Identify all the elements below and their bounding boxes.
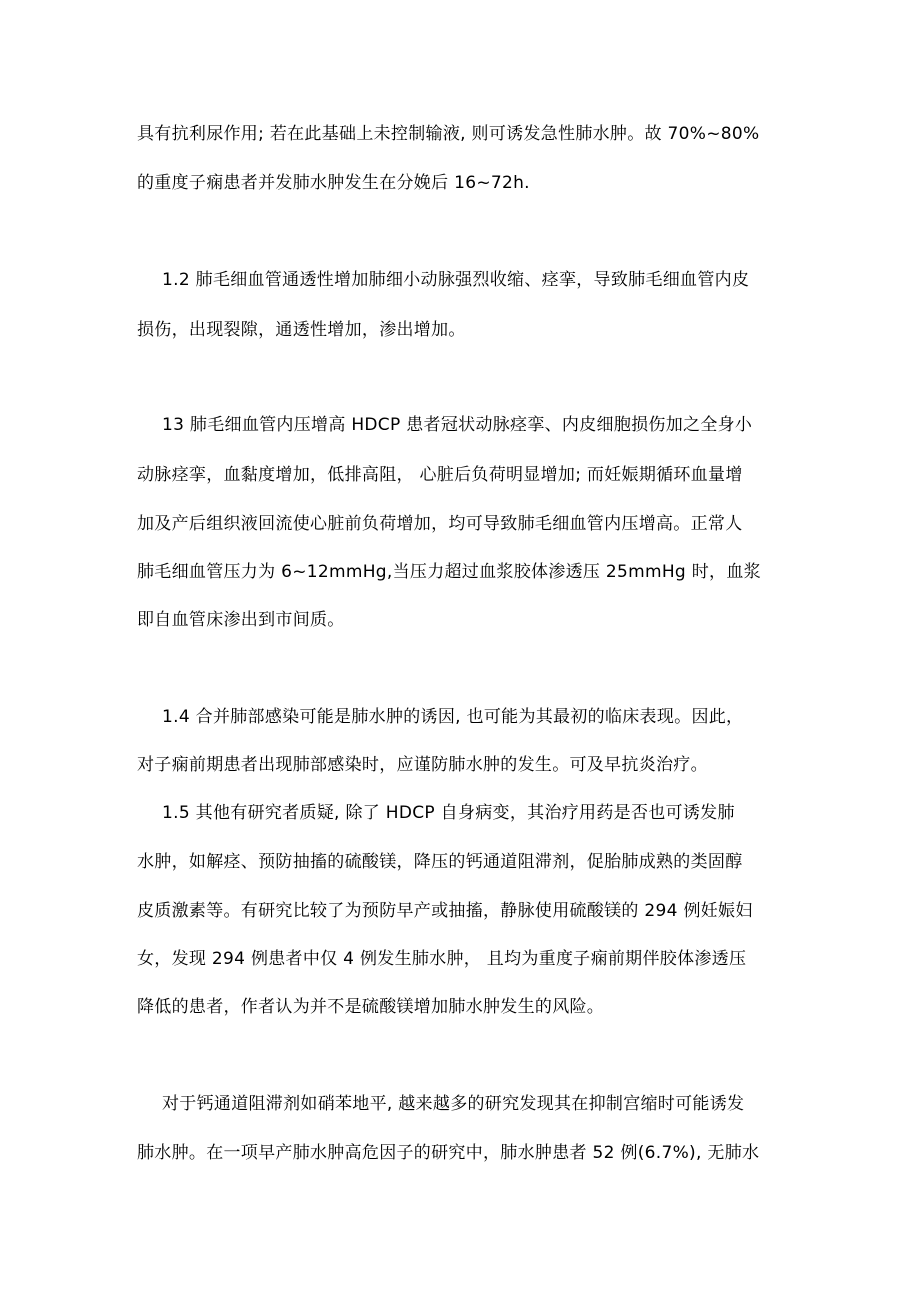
text-line-3: 1.2 肺毛细血管通透性增加肺细小动脉强烈收缩、痉挛，导致肺毛细血管内皮	[162, 270, 750, 290]
text-line-2: 的重度子痫患者并发肺水肿发生在分娩后 16~72h.	[137, 173, 530, 193]
text-line-8: 肺毛细血管压力为 6~12mmHg,当压力超过血浆胶体渗透压 25mmHg 时，血浆	[137, 562, 761, 582]
text-line-17: 对于钙通道阻滞剂如硝苯地平, 越来越多的研究发现其在抑制宫缩时可能诱发	[162, 1094, 745, 1114]
text-line-18: 肺水肿。在一项早产肺水肿高危因子的研究中，肺水肿患者 52 例(6.7%), 无肺水	[137, 1143, 760, 1163]
text-line-15: 女，发现 294 例患者中仅 4 例发生肺水肿， 且均为重度子痫前期伴胶体渗透压	[137, 949, 747, 969]
text-line-12: 1.5 其他有研究者质疑, 除了 HDCP 自身病变，其治疗用药是否也可诱发肺	[162, 803, 735, 823]
text-line-6: 动脉痉挛，血黏度增加，低排高阻， 心脏后负荷明显增加; 而妊娠期循环血量增	[137, 465, 743, 485]
text-line-11: 对子痫前期患者出现肺部感染时，应谨防肺水肿的发生。可及早抗炎治疗。	[137, 755, 708, 775]
text-line-13: 水肿，如解痉、预防抽搐的硫酸镁，降压的钙通道阻滞剂，促胎肺成熟的类固醇	[137, 852, 743, 872]
text-line-16: 降低的患者，作者认为并不是硫酸镁增加肺水肿发生的风险。	[137, 997, 605, 1017]
text-line-7: 加及产后组织液回流使心脏前负荷增加，均可导致肺毛细血管内压增高。正常人	[137, 514, 743, 534]
text-line-4: 损伤，出现裂隙，通透性增加，渗出增加。	[137, 320, 466, 340]
text-line-9: 即自血管床渗出到市间质。	[137, 610, 345, 630]
text-line-10: 1.4 合并肺部感染可能是肺水肿的诱因, 也可能为其最初的临床表现。因此，	[162, 707, 744, 727]
text-line-14: 皮质激素等。有研究比较了为预防早产或抽搐，静脉使用硫酸镁的 294 例妊娠妇	[137, 901, 753, 921]
text-line-5: 13 肺毛细血管内压增高 HDCP 患者冠状动脉痉挛、内皮细胞损伤加之全身小	[162, 415, 753, 435]
text-line-1: 具有抗利尿作用; 若在此基础上未控制输液, 则可诱发急性肺水肿。故 70%~80%	[137, 124, 760, 144]
